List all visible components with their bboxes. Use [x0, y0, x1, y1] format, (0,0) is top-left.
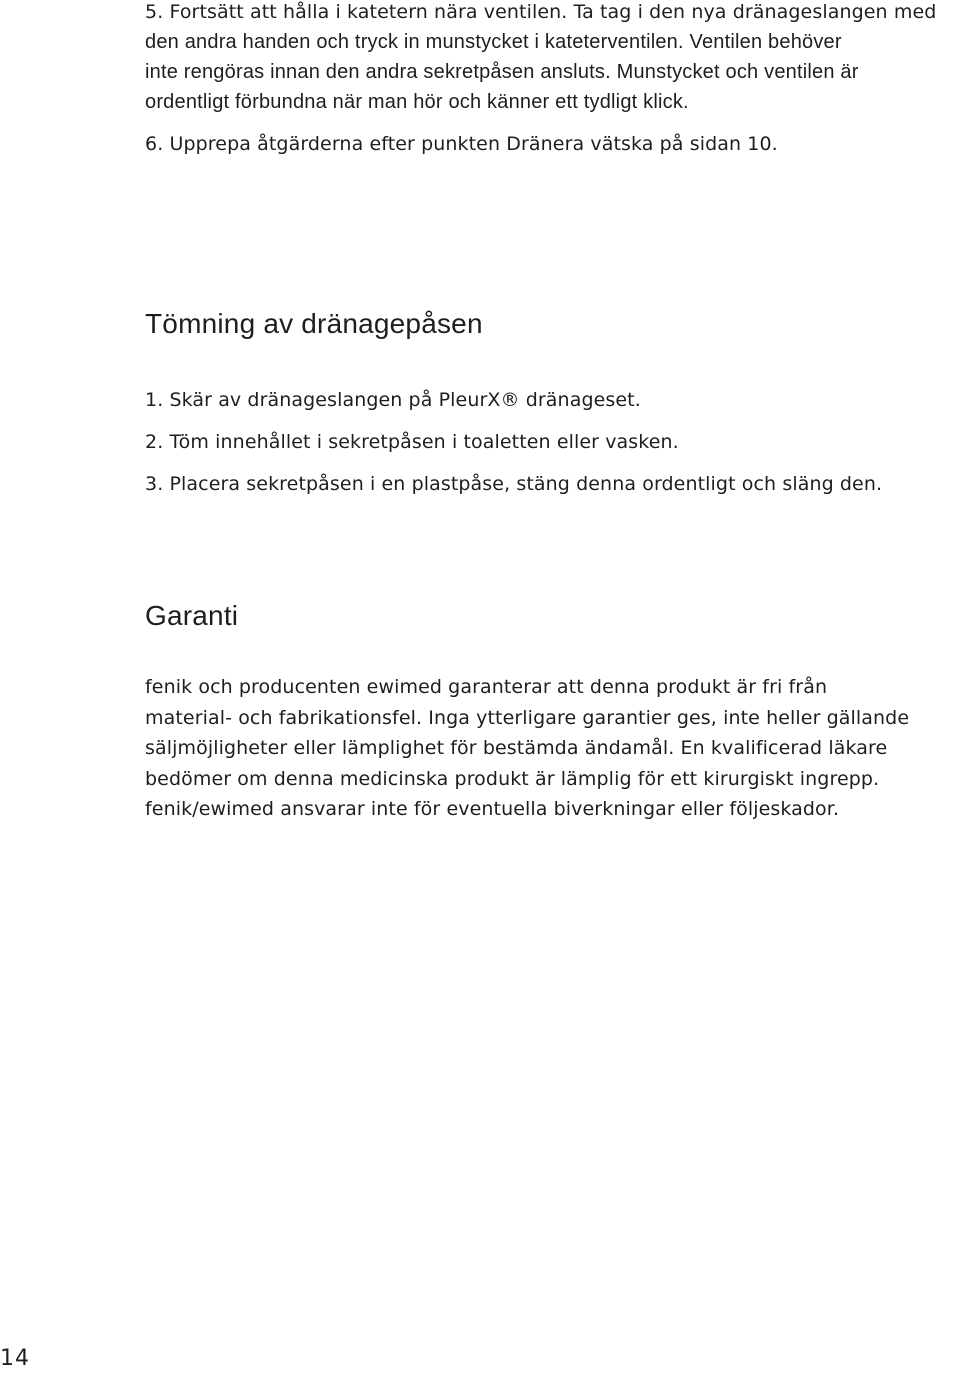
- garanti-line-4: bedömer om denna medicinska produkt är lämplig för ett kirurgiskt ingrepp.: [145, 767, 880, 790]
- tomning-steps-list: [145, 379, 945, 505]
- instruction-list-continued: [145, 0, 945, 159]
- section-heading-garanti: Garanti: [145, 600, 239, 631]
- list-item-6: 6. Upprepa åtgärderna efter punkten Dränera vätska på sidan 10.: [145, 133, 778, 155]
- garanti-paragraph: [145, 672, 945, 825]
- page-number: 14: [0, 1346, 30, 1371]
- list-item-5-line-3: inte rengöras innan den andra sekretpåsen ansluts. Munstycket och ventilen är: [145, 61, 859, 83]
- list-item-5-line-2: den andra handen och tryck in munstycket i kateterventilen. Ventilen behöver: [145, 31, 842, 53]
- garanti-line-5: fenik/ewimed ansvarar inte för eventuella biverkningar eller följeskador.: [145, 798, 840, 820]
- section-heading-tomning: Tömning av dränagepåsen: [145, 308, 483, 339]
- garanti-line-3: säljmöjligheter eller lämplighet för bestämda ändamål. En kvalificerad läkare: [145, 737, 888, 759]
- list-item-5-line-4: ordentligt förbundna när man hör och känner ett tydligt klick.: [145, 91, 689, 113]
- tomning-step-1: 1. Skär av dränageslangen på PleurX® dränageset.: [145, 389, 641, 411]
- tomning-step-3: 3. Placera sekretpåsen i en plastpåse, stäng denna ordentligt och släng den.: [145, 473, 883, 495]
- tomning-step-2: 2. Töm innehållet i sekretpåsen i toaletten eller vasken.: [145, 431, 679, 453]
- list-item-5-line-1: 5. Fortsätt att hålla i katetern nära ventilen. Ta tag i den nya dränageslangen med: [145, 1, 937, 23]
- garanti-line-1: fenik och producenten ewimed garanterar att denna produkt är fri från: [145, 676, 828, 698]
- garanti-line-2: material- och fabrikationsfel. Inga ytterligare garantier ges, inte heller gällande: [145, 706, 910, 729]
